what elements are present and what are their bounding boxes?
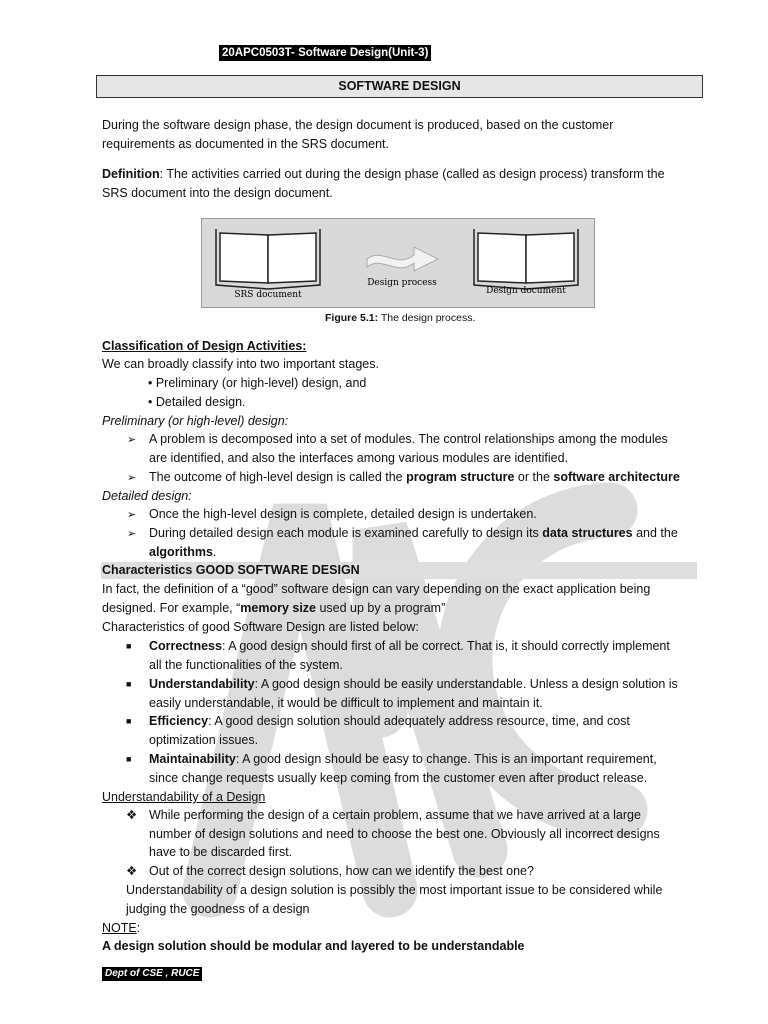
preliminary-item-2-text: The outcome of high-level design is called the	[149, 470, 407, 484]
understandability-item-1-line-3: have to be discarded first.	[149, 845, 293, 859]
preliminary-item-1-line-1: A problem is decomposed into a set of modules. The control relationships among the modules	[149, 432, 668, 446]
understandability-item-1-line-2: number of design solutions and need to choose the best one. Obviously all incorrect designs	[149, 827, 660, 841]
srs-document-label: SRS document	[234, 290, 302, 300]
preliminary-item-2-marker	[127, 468, 141, 488]
figure-caption	[325, 312, 475, 324]
detailed-heading: Detailed design:	[102, 489, 192, 503]
characteristics-line-1: In fact, the definition of a “good” software design can vary depending on the exact application being	[102, 582, 651, 596]
correctness-line-1	[149, 637, 670, 656]
detailed-item-2-mid: and the	[632, 526, 678, 540]
efficiency-line-2: optimization issues.	[149, 733, 259, 747]
note-colon: :	[136, 921, 141, 935]
program-structure-term: program structure	[406, 470, 515, 484]
preliminary-item-2	[149, 468, 680, 487]
design-process-figure	[201, 218, 595, 308]
efficiency-term: Efficiency	[149, 714, 209, 728]
characteristics-line-2-pre: designed. For example, “	[102, 601, 241, 615]
detailed-item-1: Once the high-level design is complete, detailed design is undertaken.	[149, 507, 537, 521]
maintainability-line-1	[149, 750, 657, 769]
square-bullet-icon: ■	[126, 716, 132, 726]
detailed-item-2-marker	[127, 524, 141, 544]
correctness-line-2: all the functionalities of the system.	[149, 658, 343, 672]
detailed-item-2-text: During detailed design each module is examined carefully to design its	[149, 526, 543, 540]
page-title: SOFTWARE DESIGN	[96, 75, 703, 98]
understandability-line-2: easily understandable, it would be difficult to implement and maintain it.	[149, 696, 543, 710]
understandability-heading: Understandability of a Design	[102, 790, 266, 804]
intro-line-1: During the software design phase, the design document is produced, based on the customer	[102, 118, 614, 132]
understandability-line-1	[149, 675, 678, 694]
understandability-para-line-1: Understandability of a design solution is possibly the most important issue to be considered while	[126, 883, 663, 897]
classification-bullet-2: • Detailed design.	[148, 395, 246, 409]
arrow-bullet-icon: ➢	[127, 509, 137, 521]
efficiency-line-1	[149, 712, 630, 731]
maintainability-line-2: since change requests usually keep coming from the customer even after product release.	[149, 771, 648, 785]
understandability-para-line-2: judging the goodness of a design	[126, 902, 310, 916]
characteristics-line-2	[102, 599, 445, 618]
figure-caption-label: Figure 5.1:	[325, 312, 379, 324]
understandability-text: : A good design should be easily understandable. Unless a design solution is	[254, 677, 678, 691]
intro-line-2: requirements as documented in the SRS document.	[102, 137, 389, 151]
detailed-item-2-line-1	[149, 524, 678, 543]
note-label-text: NOTE	[102, 921, 137, 935]
preliminary-heading: Preliminary (or high-level) design:	[102, 414, 289, 428]
arrow-bullet-icon: ➢	[127, 528, 137, 540]
correctness-text: : A good design should first of all be correct. That is, it should correctly implement	[221, 639, 670, 653]
srs-book-icon	[216, 229, 320, 289]
characteristics-line-2-post: used up by a program”	[316, 601, 446, 615]
definition-text: : The activities carried out during the design phase (called as design process) transform the	[159, 167, 665, 181]
understandability-item-2: Out of the correct design solutions, how can we identify the best one?	[149, 864, 534, 878]
arrow-bullet-icon: ➢	[127, 472, 137, 484]
note-label	[102, 919, 140, 938]
design-process-diagram	[202, 219, 594, 307]
detailed-item-2-end: .	[212, 545, 217, 559]
detailed-item-2-line-2	[149, 543, 216, 562]
characteristics-heading: Characteristics GOOD SOFTWARE DESIGN	[102, 563, 360, 577]
course-header: 20APC0503T- Software Design(Unit-3)	[219, 45, 431, 61]
understandability-term: Understandability	[149, 677, 255, 691]
maintainability-term: Maintainability	[149, 752, 236, 766]
preliminary-item-1	[127, 430, 141, 450]
efficiency-text: : A good design solution should adequately address resource, time, and cost	[208, 714, 630, 728]
data-structures-term: data structures	[542, 526, 633, 540]
classification-intro: We can broadly classify into two important stages.	[102, 357, 379, 371]
classification-bullet-1: • Preliminary (or high-level) design, and	[148, 376, 367, 390]
characteristics-line-3: Characteristics of good Software Design are listed below:	[102, 620, 419, 634]
note-text: A design solution should be modular and layered to be understandable	[102, 939, 525, 953]
detailed-item-1-marker	[127, 505, 141, 525]
classification-heading: Classification of Design Activities:	[102, 339, 307, 353]
design-book-icon	[474, 229, 578, 289]
software-architecture-term: software architecture	[553, 470, 680, 484]
preliminary-item-2-mid: or the	[514, 470, 554, 484]
arrow-icon	[367, 247, 438, 271]
arrow-bullet-icon: ➢	[127, 434, 137, 446]
diamond-bullet-icon: ❖	[126, 864, 138, 878]
definition-line-2: SRS document into the design document.	[102, 186, 333, 200]
diamond-bullet-icon: ❖	[126, 808, 138, 822]
memory-size-term: memory size	[240, 601, 316, 615]
square-bullet-icon: ■	[126, 679, 132, 689]
footer-dept: Dept of CSE , RUCE	[102, 967, 202, 981]
square-bullet-icon: ■	[126, 641, 132, 651]
design-process-label: Design process	[367, 278, 437, 288]
square-bullet-icon: ■	[126, 754, 132, 764]
preliminary-item-1-line-2: are identified, and also the interfaces among various modules are identified.	[149, 451, 569, 465]
maintainability-text: : A good design should be easy to change. This is an important requirement,	[235, 752, 657, 766]
understandability-item-1-line-1: While performing the design of a certain problem, assume that we have arrived at a large	[149, 808, 641, 822]
definition-label: Definition	[102, 167, 160, 181]
design-document-label: Design document	[486, 286, 566, 296]
figure-caption-text: The design process.	[378, 312, 476, 324]
correctness-term: Correctness	[149, 639, 222, 653]
algorithms-term: algorithms	[149, 545, 213, 559]
definition-line-1	[102, 165, 665, 184]
